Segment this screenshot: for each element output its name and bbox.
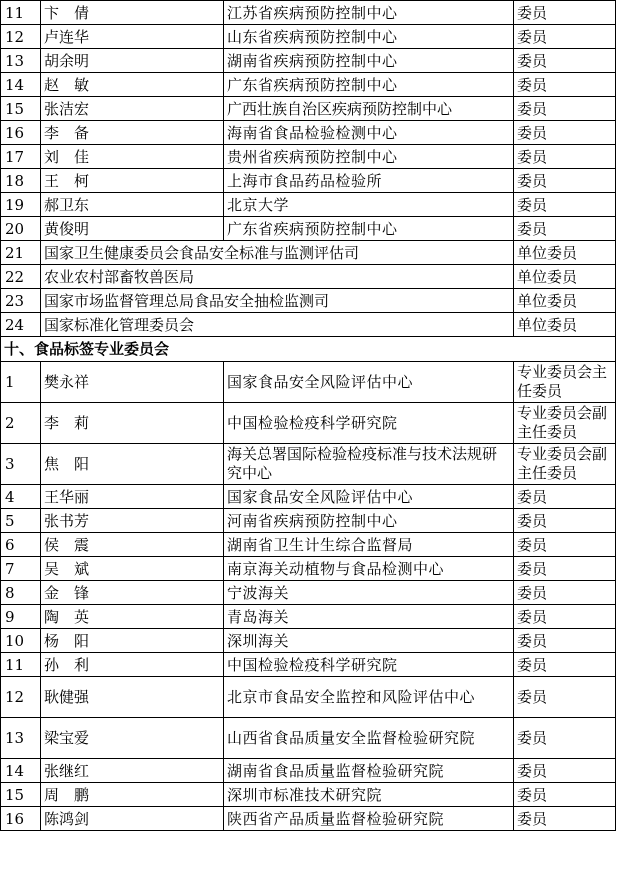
member-organization: 宁波海关 — [224, 581, 514, 605]
row-number: 14 — [1, 73, 41, 97]
row-number: 12 — [1, 25, 41, 49]
table-row — [1, 509, 616, 533]
table-row — [1, 25, 616, 49]
member-role: 单位委员 — [514, 265, 616, 289]
row-number: 24 — [1, 313, 41, 337]
member-organization: 山东省疾病预防控制中心 — [224, 25, 514, 49]
row-number: 17 — [1, 145, 41, 169]
member-role: 委员 — [514, 629, 616, 653]
table-row — [1, 217, 616, 241]
member-name: 周 鹏 — [41, 783, 224, 807]
member-organization: 中国检验检疫科学研究院 — [224, 653, 514, 677]
member-organization: 山西省食品质量安全监督检验研究院 — [224, 718, 514, 759]
table-row — [1, 783, 616, 807]
member-name: 李 备 — [41, 121, 224, 145]
section-title: 十、食品标签专业委员会 — [1, 337, 616, 362]
member-organization: 陕西省产品质量监督检验研究院 — [224, 807, 514, 831]
member-role: 委员 — [514, 97, 616, 121]
member-organization: 贵州省疾病预防控制中心 — [224, 145, 514, 169]
unit-organization: 国家卫生健康委员会食品安全标准与监测评估司 — [41, 241, 514, 265]
row-number: 11 — [1, 1, 41, 25]
member-name: 侯 震 — [41, 533, 224, 557]
table-row — [1, 718, 616, 759]
member-organization: 上海市食品药品检验所 — [224, 169, 514, 193]
row-number: 18 — [1, 169, 41, 193]
member-organization: 广东省疾病预防控制中心 — [224, 217, 514, 241]
member-name: 陶 英 — [41, 605, 224, 629]
row-number: 13 — [1, 49, 41, 73]
member-name: 耿健强 — [41, 677, 224, 718]
member-organization: 广东省疾病预防控制中心 — [224, 73, 514, 97]
member-role: 委员 — [514, 783, 616, 807]
table-row — [1, 653, 616, 677]
member-organization: 北京市食品安全监控和风险评估中心 — [224, 677, 514, 718]
row-number: 16 — [1, 807, 41, 831]
member-role: 委员 — [514, 718, 616, 759]
member-role: 委员 — [514, 557, 616, 581]
table-row — [1, 533, 616, 557]
unit-organization: 国家标准化管理委员会 — [41, 313, 514, 337]
row-number: 10 — [1, 629, 41, 653]
member-name: 王华丽 — [41, 485, 224, 509]
member-organization: 湖南省食品质量监督检验研究院 — [224, 759, 514, 783]
member-name: 梁宝爱 — [41, 718, 224, 759]
row-number: 12 — [1, 677, 41, 718]
member-role: 委员 — [514, 25, 616, 49]
member-name: 张继红 — [41, 759, 224, 783]
committee-table-body — [1, 1, 616, 831]
table-row — [1, 759, 616, 783]
row-number: 23 — [1, 289, 41, 313]
table-row — [1, 1, 616, 25]
member-organization: 青岛海关 — [224, 605, 514, 629]
member-organization: 海南省食品检验检测中心 — [224, 121, 514, 145]
section-header-row — [1, 337, 616, 362]
member-organization: 河南省疾病预防控制中心 — [224, 509, 514, 533]
table-row — [1, 444, 616, 485]
row-number: 4 — [1, 485, 41, 509]
member-organization: 湖南省卫生计生综合监督局 — [224, 533, 514, 557]
member-name: 张书芳 — [41, 509, 224, 533]
table-row — [1, 807, 616, 831]
member-name: 黄俊明 — [41, 217, 224, 241]
member-organization: 深圳海关 — [224, 629, 514, 653]
row-number: 6 — [1, 533, 41, 557]
member-role: 委员 — [514, 169, 616, 193]
member-role: 委员 — [514, 653, 616, 677]
member-name: 吴 斌 — [41, 557, 224, 581]
member-name: 刘 佳 — [41, 145, 224, 169]
member-role: 委员 — [514, 605, 616, 629]
member-name: 卞 倩 — [41, 1, 224, 25]
member-organization: 国家食品安全风险评估中心 — [224, 485, 514, 509]
member-role: 委员 — [514, 49, 616, 73]
member-role: 单位委员 — [514, 313, 616, 337]
member-role: 委员 — [514, 145, 616, 169]
member-role: 委员 — [514, 807, 616, 831]
row-number: 19 — [1, 193, 41, 217]
table-row — [1, 403, 616, 444]
member-organization: 海关总署国际检验检疫标准与技术法规研究中心 — [224, 444, 514, 485]
member-organization: 江苏省疾病预防控制中心 — [224, 1, 514, 25]
row-number: 8 — [1, 581, 41, 605]
member-role: 委员 — [514, 581, 616, 605]
member-name: 金 锋 — [41, 581, 224, 605]
row-number: 3 — [1, 444, 41, 485]
member-name: 樊永祥 — [41, 362, 224, 403]
table-row — [1, 581, 616, 605]
row-number: 11 — [1, 653, 41, 677]
table-row — [1, 605, 616, 629]
member-organization: 广西壮族自治区疾病预防控制中心 — [224, 97, 514, 121]
table-row — [1, 73, 616, 97]
member-role: 委员 — [514, 759, 616, 783]
table-row — [1, 629, 616, 653]
member-organization: 国家食品安全风险评估中心 — [224, 362, 514, 403]
unit-row — [1, 289, 616, 313]
table-row — [1, 49, 616, 73]
unit-row — [1, 241, 616, 265]
member-role: 专业委员会主任委员 — [514, 362, 616, 403]
table-row — [1, 169, 616, 193]
member-role: 委员 — [514, 485, 616, 509]
table-row — [1, 362, 616, 403]
row-number: 2 — [1, 403, 41, 444]
member-organization: 深圳市标准技术研究院 — [224, 783, 514, 807]
table-row — [1, 485, 616, 509]
member-name: 王 柯 — [41, 169, 224, 193]
member-name: 杨 阳 — [41, 629, 224, 653]
row-number: 14 — [1, 759, 41, 783]
unit-organization: 农业农村部畜牧兽医局 — [41, 265, 514, 289]
member-name: 张洁宏 — [41, 97, 224, 121]
member-organization: 湖南省疾病预防控制中心 — [224, 49, 514, 73]
row-number: 5 — [1, 509, 41, 533]
member-organization: 中国检验检疫科学研究院 — [224, 403, 514, 444]
row-number: 21 — [1, 241, 41, 265]
unit-row — [1, 313, 616, 337]
member-role: 委员 — [514, 1, 616, 25]
member-role: 专业委员会副主任委员 — [514, 403, 616, 444]
row-number: 1 — [1, 362, 41, 403]
member-name: 陈鸿剑 — [41, 807, 224, 831]
member-role: 委员 — [514, 533, 616, 557]
table-row — [1, 121, 616, 145]
member-organization: 北京大学 — [224, 193, 514, 217]
member-name: 焦 阳 — [41, 444, 224, 485]
table-row — [1, 557, 616, 581]
member-name: 孙 利 — [41, 653, 224, 677]
member-role: 委员 — [514, 193, 616, 217]
row-number: 20 — [1, 217, 41, 241]
table-row — [1, 677, 616, 718]
member-name: 李 莉 — [41, 403, 224, 444]
member-role: 专业委员会副主任委员 — [514, 444, 616, 485]
row-number: 9 — [1, 605, 41, 629]
table-row — [1, 97, 616, 121]
member-role: 委员 — [514, 677, 616, 718]
unit-organization: 国家市场监督管理总局食品安全抽检监测司 — [41, 289, 514, 313]
unit-row — [1, 265, 616, 289]
row-number: 15 — [1, 783, 41, 807]
row-number: 16 — [1, 121, 41, 145]
member-role: 委员 — [514, 217, 616, 241]
member-role: 委员 — [514, 73, 616, 97]
row-number: 15 — [1, 97, 41, 121]
row-number: 13 — [1, 718, 41, 759]
table-row — [1, 145, 616, 169]
row-number: 7 — [1, 557, 41, 581]
member-role: 单位委员 — [514, 289, 616, 313]
table-row — [1, 193, 616, 217]
member-role: 委员 — [514, 121, 616, 145]
row-number: 22 — [1, 265, 41, 289]
member-name: 赵 敏 — [41, 73, 224, 97]
member-name: 卢连华 — [41, 25, 224, 49]
member-name: 郝卫东 — [41, 193, 224, 217]
member-name: 胡余明 — [41, 49, 224, 73]
member-role: 单位委员 — [514, 241, 616, 265]
member-role: 委员 — [514, 509, 616, 533]
member-organization: 南京海关动植物与食品检测中心 — [224, 557, 514, 581]
